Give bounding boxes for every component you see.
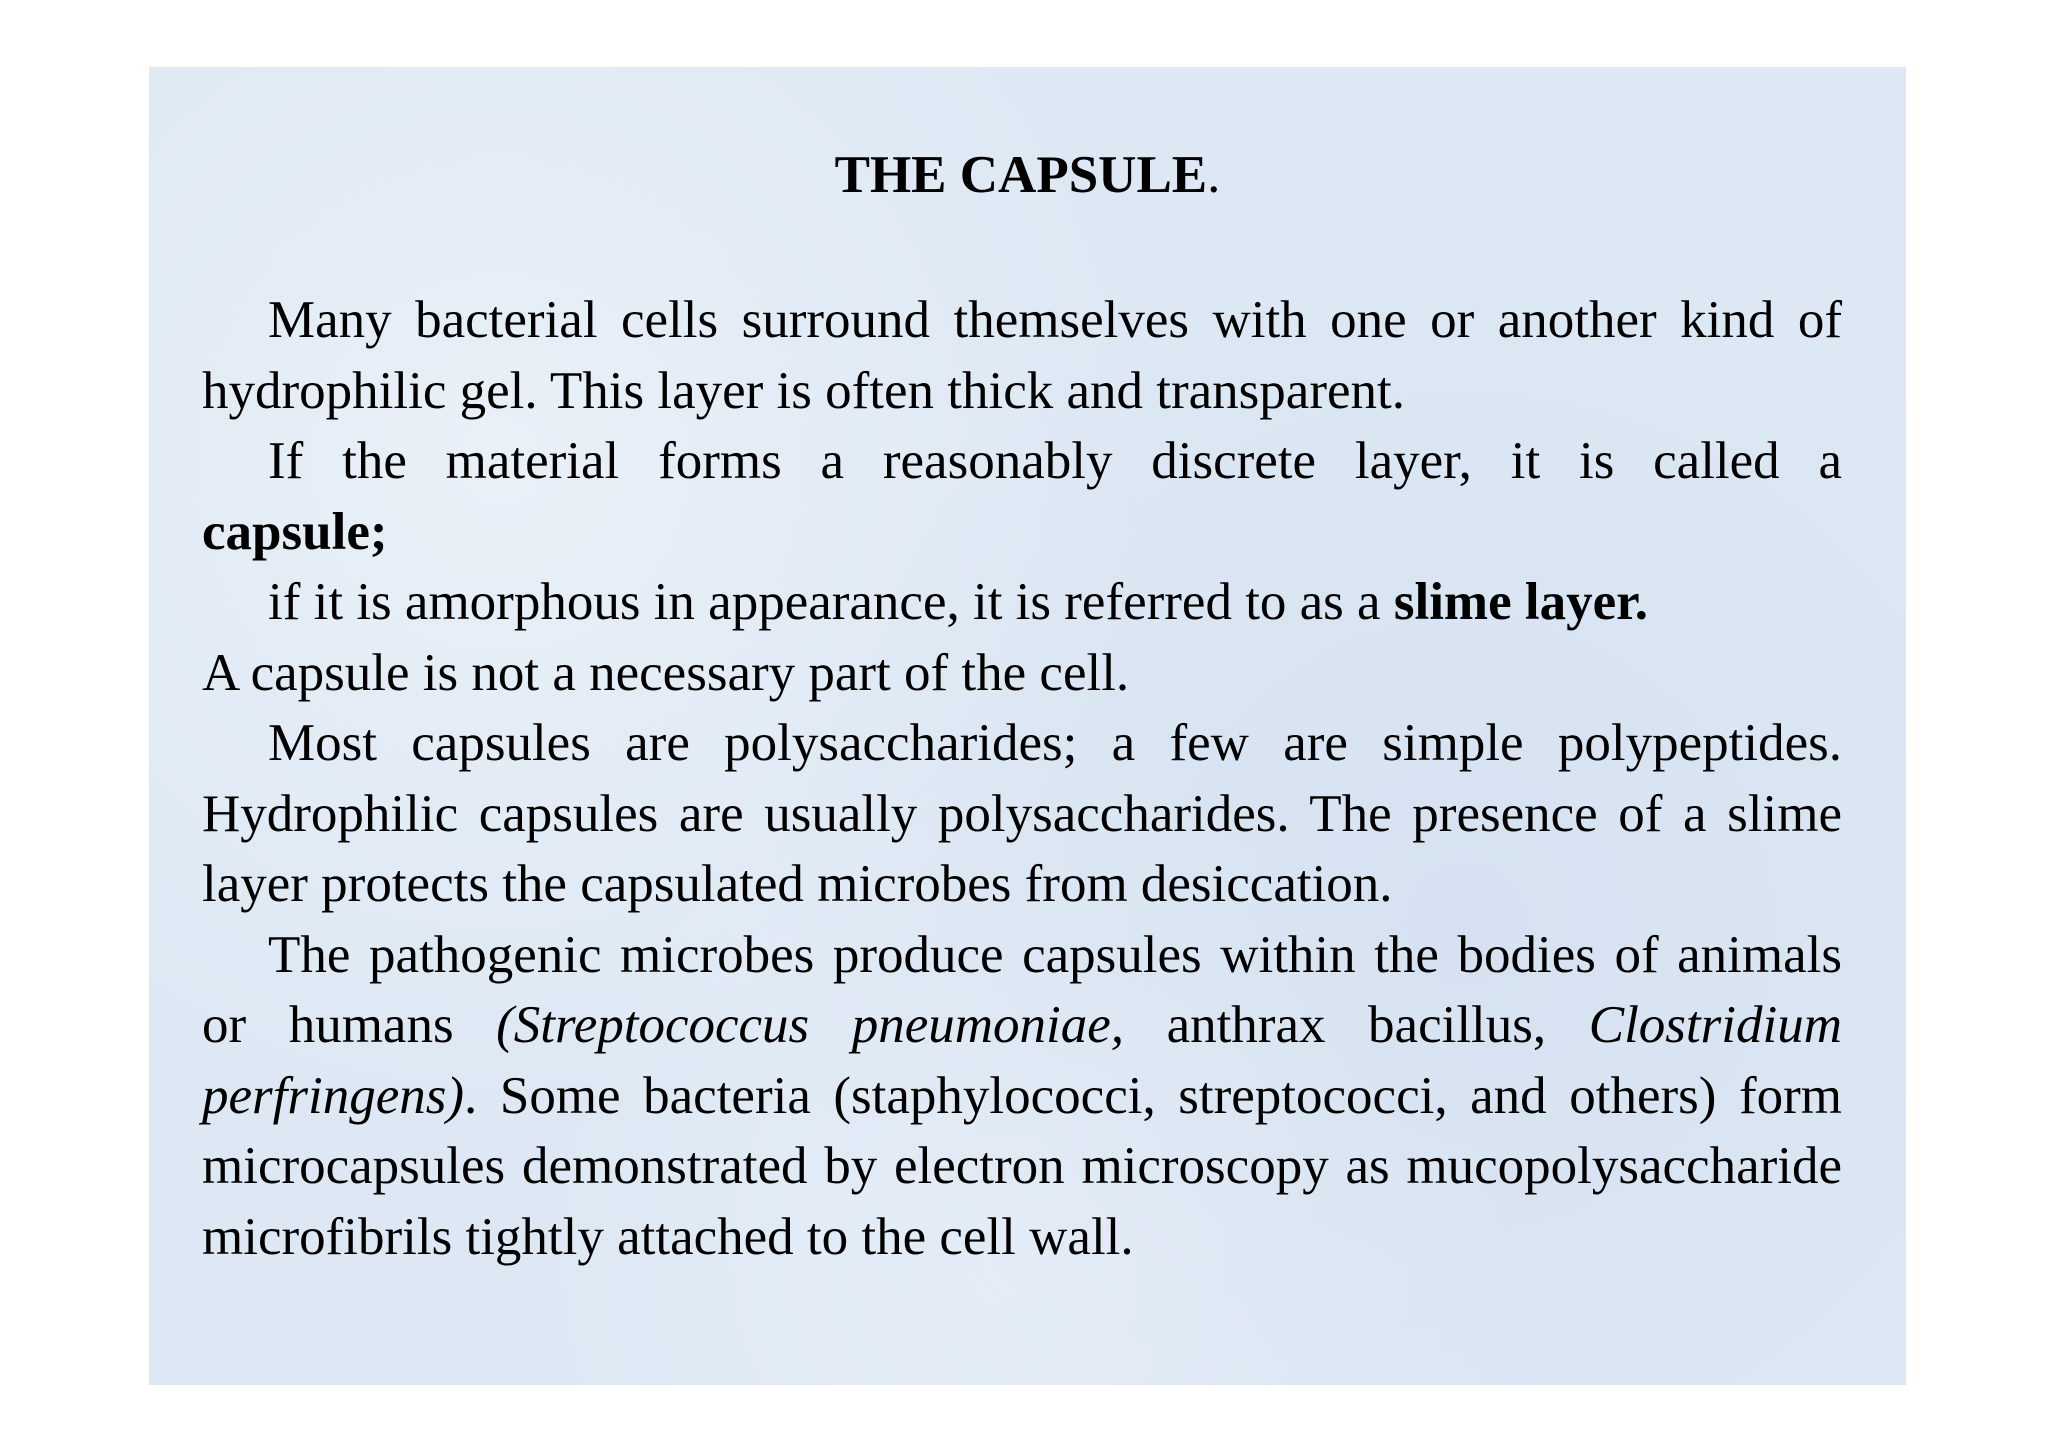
pathogenic-italic-2: Clostridium perfringens) bbox=[202, 996, 1842, 1125]
slide-body bbox=[202, 285, 1842, 1272]
pathogenic-text-a: The pathogenic microbes produce capsules within the bodies of animals or humans bbox=[202, 925, 1842, 1054]
pathogenic-text-c: . Some bacteria (staphylococci, streptococci, and others) form microcapsules demonstrated by electron microscopy as mucopolysaccharide microfibrils tightly attached to the cell wall. bbox=[202, 1066, 1842, 1266]
paragraph-polysaccharides: Most capsules are polysaccharides; a few are simple polypeptides. Hydrophilic capsules are usually polysaccharides. The presence of a slime layer protects the capsulated microbes from desiccation. bbox=[202, 714, 1842, 913]
slime-layer-text: if it is amorphous in appearance, it is referred to as a bbox=[268, 573, 1381, 631]
paragraph-capsule-not-necessary: A capsule is not a necessary part of the cell. bbox=[202, 643, 1130, 702]
capsule-term: capsule; bbox=[202, 502, 388, 561]
paragraph-slime-layer bbox=[202, 567, 1842, 638]
paragraph-pathogenic-microbes bbox=[202, 920, 1842, 1273]
title-suffix: . bbox=[1207, 146, 1221, 204]
capsule-definition-text: If the material forms a reasonably discrete layer, it is called a bbox=[268, 432, 1842, 490]
slide-title bbox=[149, 144, 1906, 208]
paragraph-hydrophilic-gel: Many bacterial cells surround themselves with one or another kind of hydrophilic gel. This layer is often thick and transparent. bbox=[202, 291, 1842, 420]
paragraph-capsule-term bbox=[202, 497, 1842, 568]
pathogenic-italic-1: (Streptococcus pneumoniae, bbox=[496, 996, 1124, 1054]
paragraph-capsule-definition bbox=[202, 426, 1842, 497]
pathogenic-text-b: anthrax bacillus, bbox=[1166, 996, 1547, 1054]
title-text: THE CAPSULE bbox=[834, 146, 1208, 204]
slime-layer-term: slime layer. bbox=[1393, 573, 1649, 631]
slide bbox=[149, 67, 1906, 1385]
